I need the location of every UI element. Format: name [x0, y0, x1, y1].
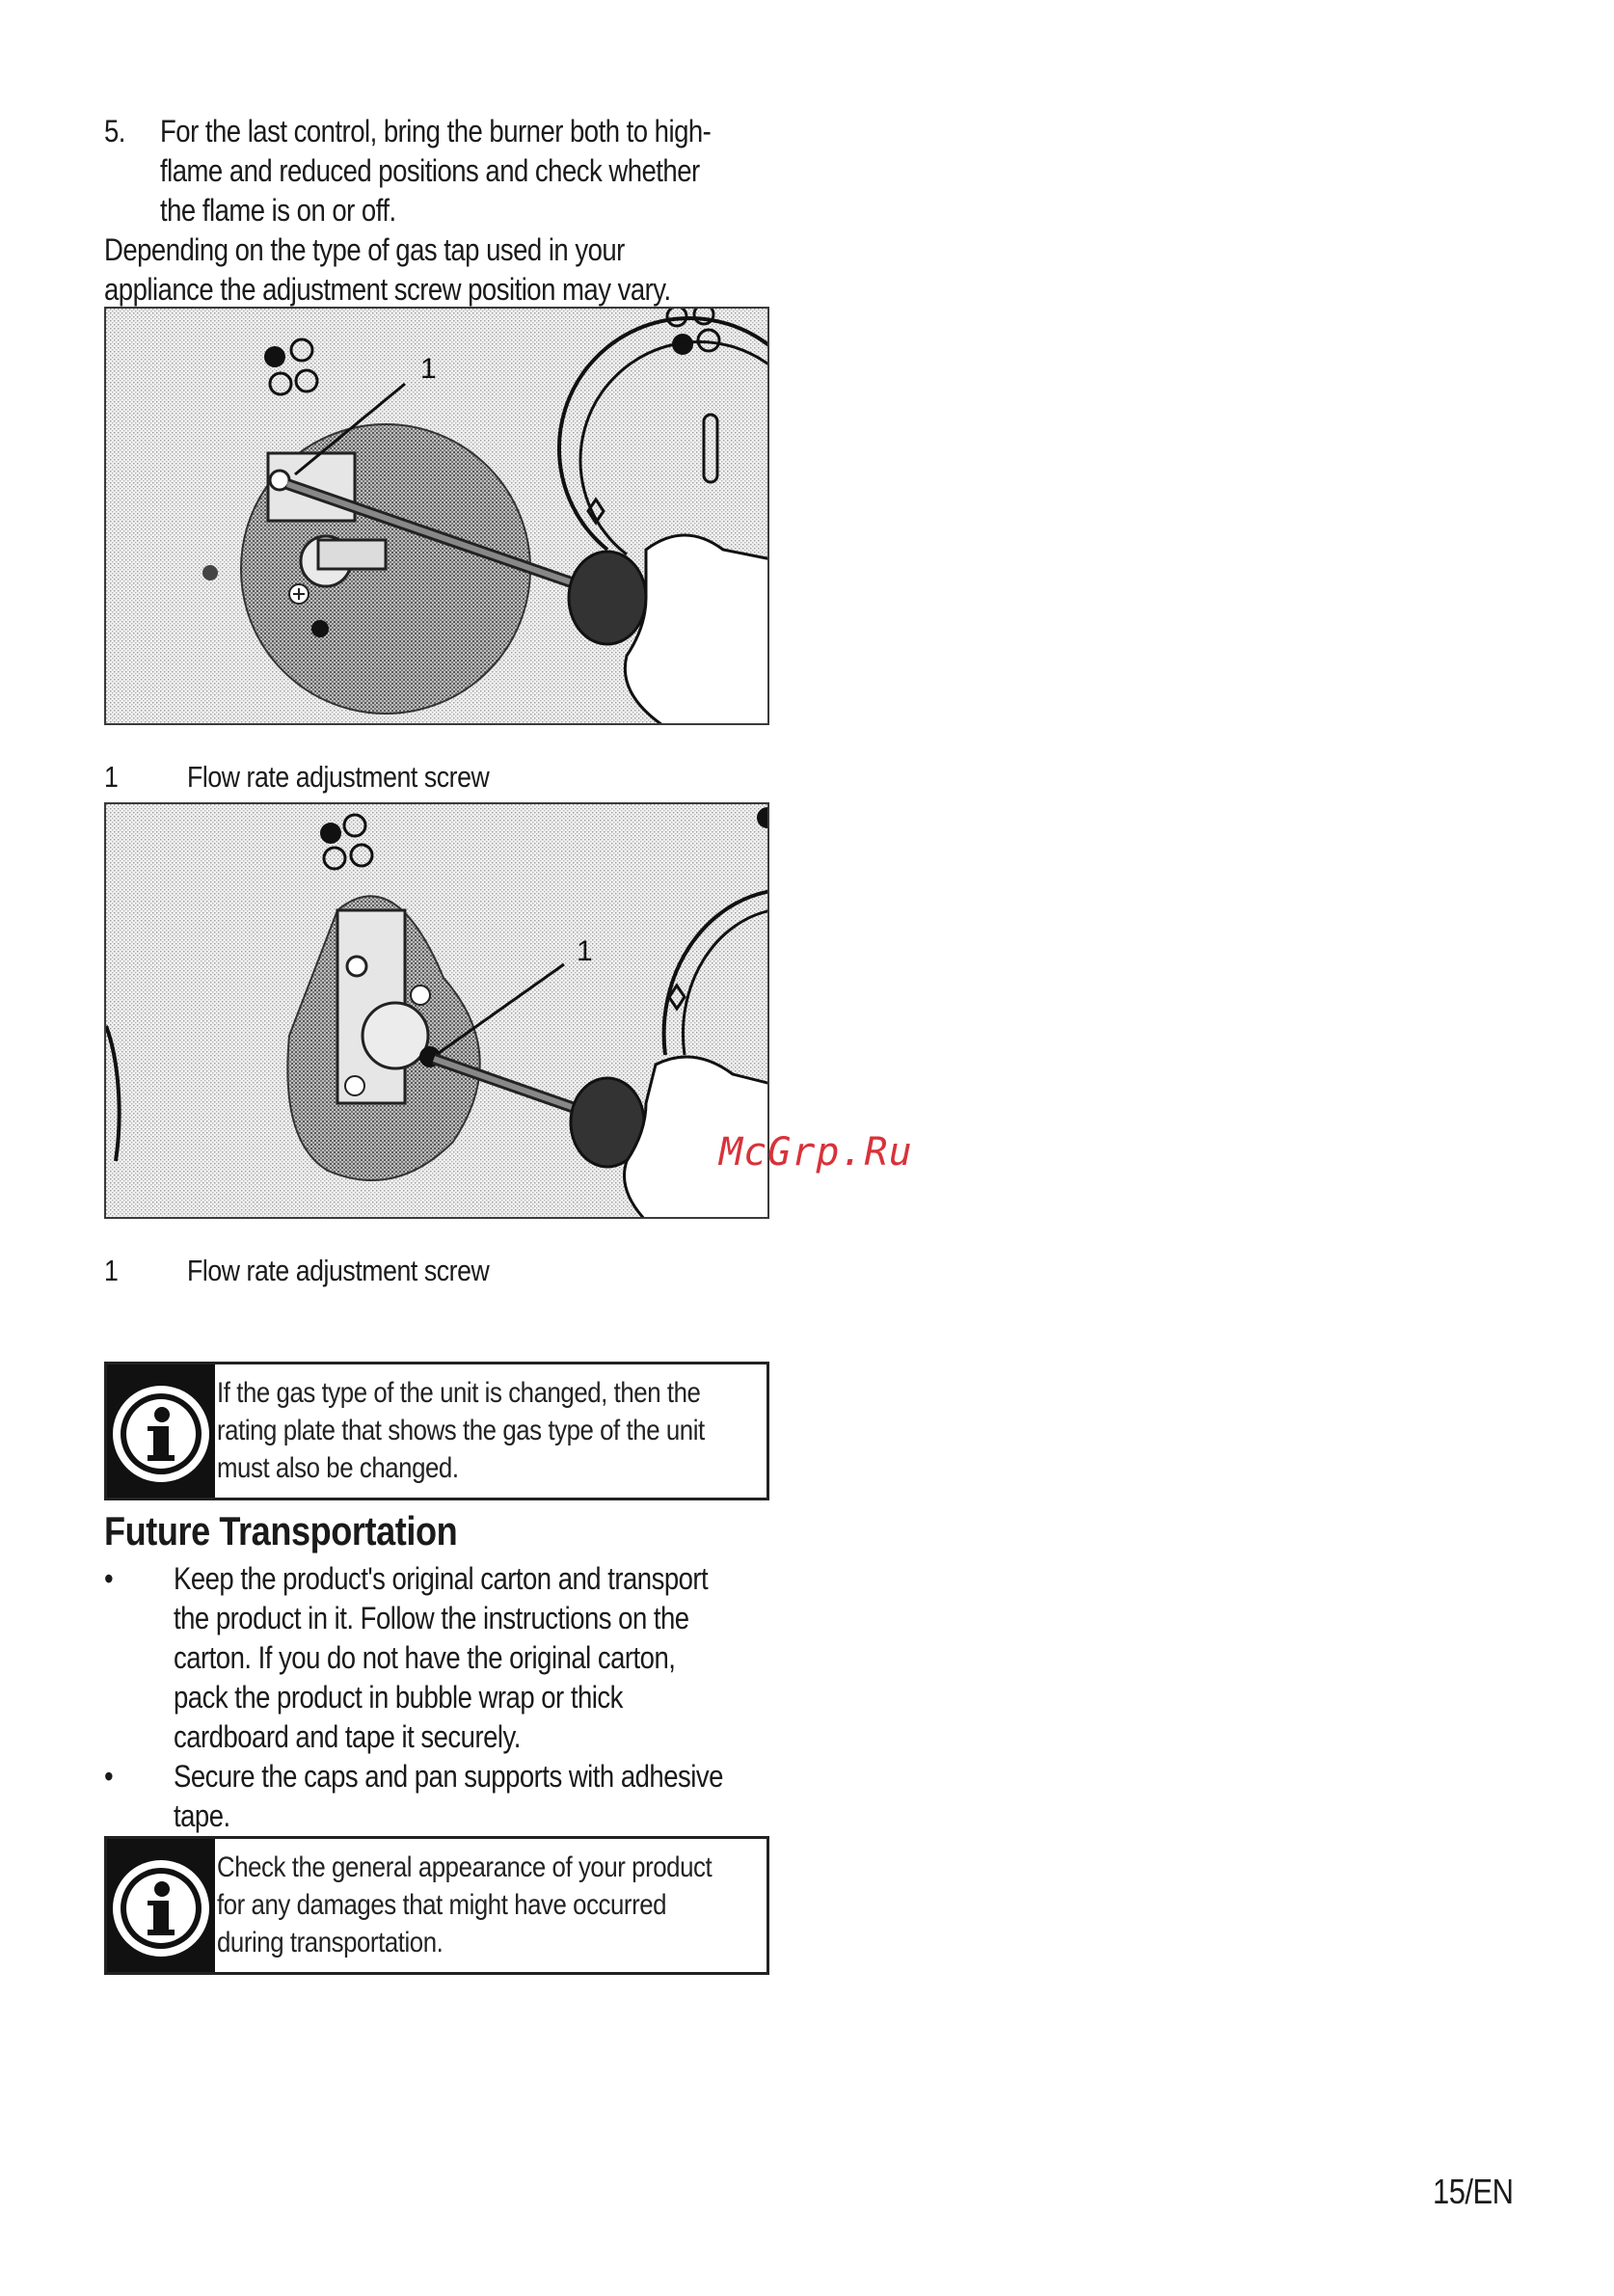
paragraph-line: appliance the adjustment screw position may vary. [104, 272, 671, 307]
bullet-marker: • [104, 1759, 114, 1794]
step-number: 5. [104, 114, 125, 149]
note-text-line: for any damages that might have occurred [217, 1889, 667, 1921]
bullet-text-line: carton. If you do not have the original carton, [174, 1640, 676, 1675]
bullet-text-line: cardboard and tape it securely. [174, 1719, 521, 1754]
info-note [104, 1836, 769, 1975]
hand-illustration [625, 535, 769, 725]
bullet-text-line: pack the product in bubble wrap or thick [174, 1680, 623, 1715]
note-text-line: If the gas type of the unit is changed, then the [217, 1377, 701, 1409]
paragraph-line: Depending on the type of gas tap used in your [104, 232, 625, 267]
caption-number: 1 [104, 1254, 119, 1287]
step-text-line: flame and reduced positions and check whether [160, 153, 700, 188]
bullet-marker: • [104, 1561, 114, 1596]
bullet-text-line: tape. [174, 1798, 230, 1833]
figure-caption: Flow rate adjustment screw [187, 1254, 490, 1287]
callout-number: 1 [420, 353, 437, 385]
watermark: McGrp.Ru [719, 1130, 913, 1175]
screwdriver-handle [569, 552, 646, 644]
step-text-line: the flame is on or off. [160, 193, 396, 228]
note-text-line: during transportation. [217, 1927, 444, 1958]
bullet-text-line: the product in it. Follow the instructions on the [174, 1601, 689, 1635]
note-text-line: must also be changed. [217, 1452, 459, 1484]
figure-adjustment-screw-top [104, 307, 769, 725]
info-note [104, 1362, 769, 1500]
info-icon [107, 1839, 215, 1972]
bullet-text-line: Keep the product's original carton and transport [174, 1561, 709, 1596]
bullet-text-line: Secure the caps and pan supports with adhesive [174, 1759, 723, 1794]
figure-caption: Flow rate adjustment screw [187, 760, 490, 794]
caption-number: 1 [104, 760, 119, 794]
section-heading: Future Transportation [104, 1508, 458, 1553]
note-text-line: Check the general appearance of your product [217, 1851, 713, 1883]
step-text-line: For the last control, bring the burner both to high- [160, 114, 712, 149]
figure-adjustment-screw-side [104, 802, 769, 1219]
callout-number: 1 [577, 935, 593, 967]
note-text-line: rating plate that shows the gas type of the unit [217, 1415, 705, 1446]
page-number: 15/EN [1433, 2172, 1514, 2211]
info-icon [107, 1364, 215, 1498]
